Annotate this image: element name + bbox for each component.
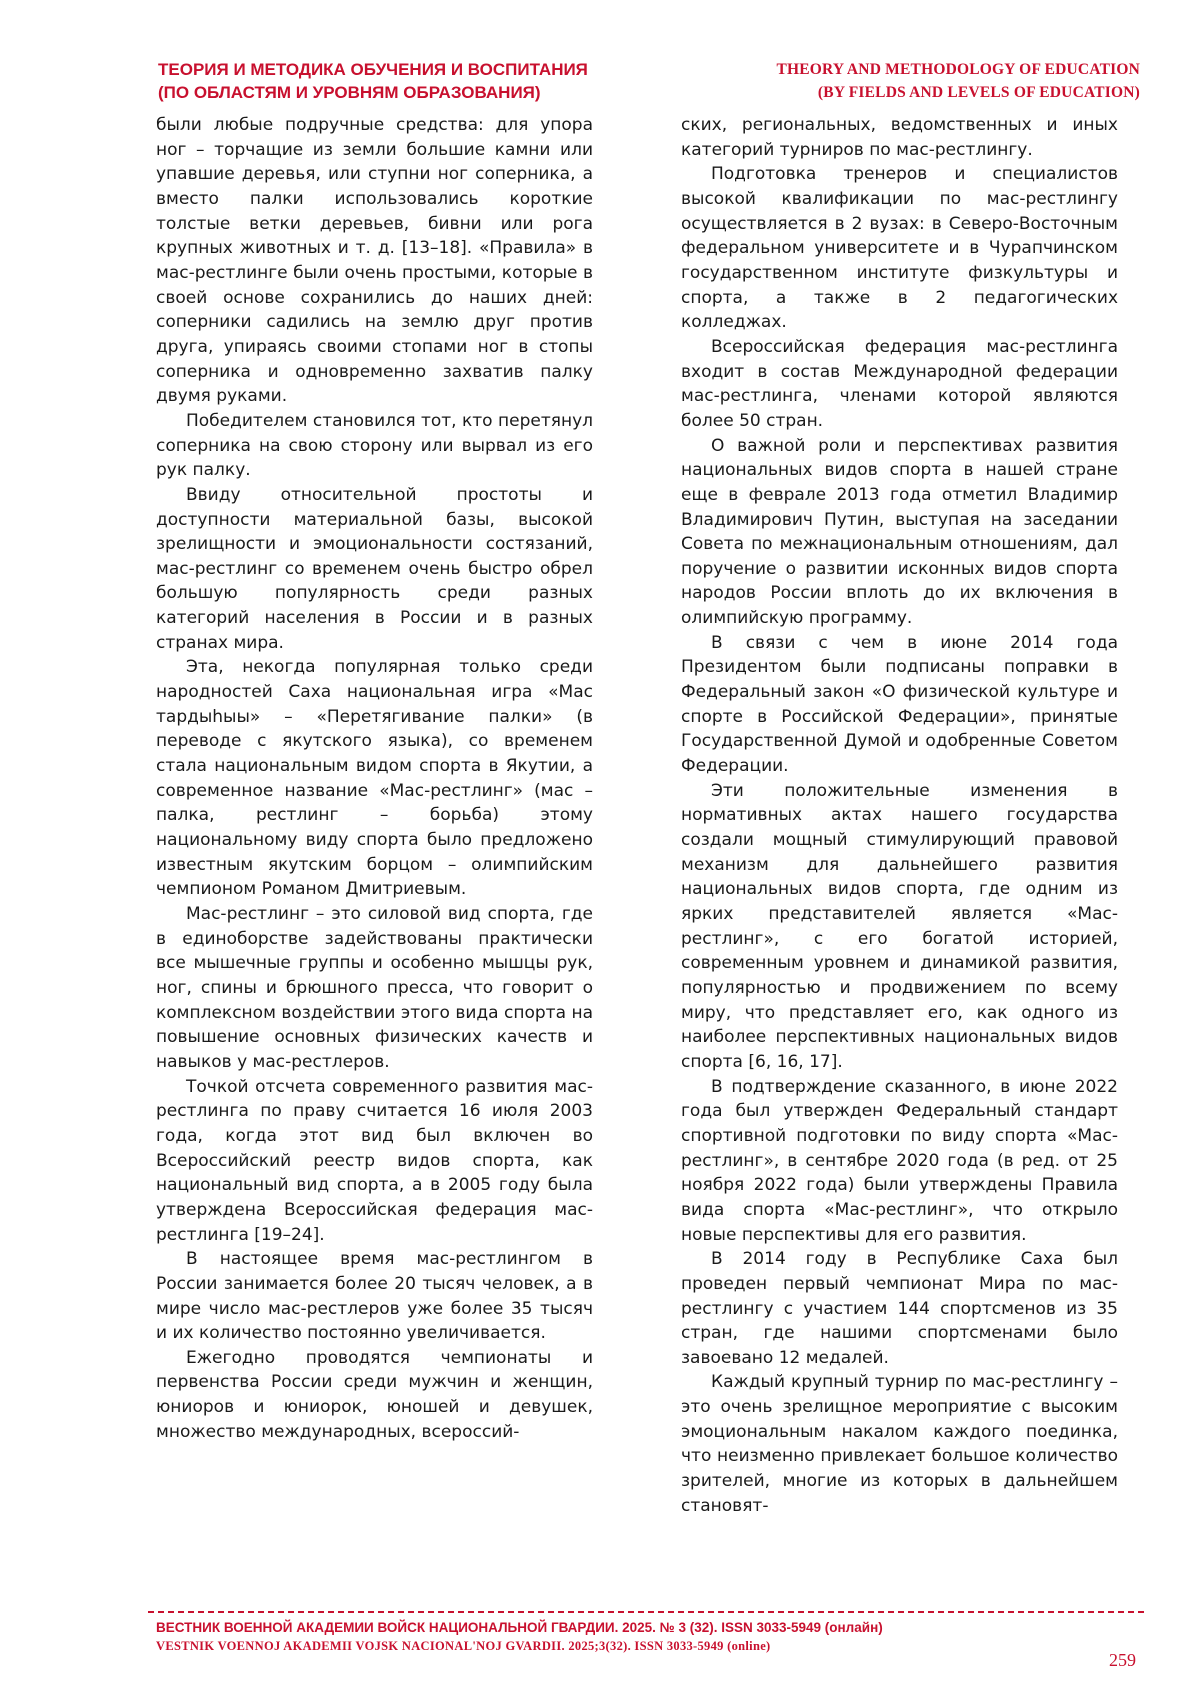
- page-number: 259: [1109, 1650, 1136, 1670]
- left-column: [156, 113, 593, 1444]
- paragraph: О важной роли и перспективах развития национальных видов спорта в нашей стране еще в феврале 2013 года отметил Владимир Владимирович Путин, выступая на заседании Совета по межнациональным отношениям, дал поручение о развитии исконных видов спорта народов России вплоть до их включения в олимпийскую программу.: [681, 435, 1118, 629]
- header-ru-line2: (ПО ОБЛАСТЯМ И УРОВНЯМ ОБРАЗОВАНИЯ): [158, 83, 541, 102]
- paragraph: ских, региональных, ведомственных и иных категорий турниров по мас-рестлингу.: [681, 115, 1118, 160]
- paragraph: Эта, некогда популярная только среди народностей Саха национальная игра «Мас тардыhыы» – «Перетягивание палки» (в переводе с якутского языка), со временем стала национальным видом спорта в Якутии, а современное название «Мас-рестлинг» (мас – палка, рестлинг – борьба) этому национальному виду спорта было предложено известным якутским борцом – олимпийским чемпионом Романом Дмитриевым.: [156, 657, 593, 900]
- paragraph: Каждый крупный турнир по мас-рестлингу – это очень зрелищное мероприятие с высоким эмоциональным накалом каждого поединка, что неизменно привлекает большое количество зрителей, многие из которых в дальнейшем становят-: [681, 1372, 1118, 1516]
- footer-divider: [148, 1611, 1144, 1613]
- paragraph: В 2014 году в Республике Саха был проведен первый чемпионат Мира по мас-рестлингу с участием 144 спортсменов из 35 стран, где нашими спортсменами было завоевано 12 медалей.: [681, 1249, 1118, 1368]
- journal-footer: [156, 1619, 1116, 1655]
- paragraph: Ежегодно проводятся чемпионаты и первенства России среди мужчин и женщин, юниоров и юниорок, юношей и девушек, множество международных, всероссий-: [156, 1347, 593, 1442]
- header-ru-line1: ТЕОРИЯ И МЕТОДИКА ОБУЧЕНИЯ И ВОСПИТАНИЯ: [158, 60, 588, 79]
- header-en-line1: THEORY AND METHODOLOGY OF EDUCATION: [776, 61, 1140, 78]
- footer-citation-russian: ВЕСТНИК ВОЕННОЙ АКАДЕМИИ ВОЙСК НАЦИОНАЛЬНОЙ ГВАРДИИ. 2025. № 3 (32). ISSN 3033-5949 (онлайн): [156, 1620, 883, 1635]
- right-column: [681, 113, 1118, 1518]
- paragraph: Победителем становился тот, кто перетянул соперника на свою сторону или вырвал из его рук палку.: [156, 410, 593, 481]
- footer-citation-english: VESTNIK VOENNOJ AKADEMII VOJSK NACIONAL'NOJ GVARDII. 2025;3(32). ISSN 3033-5949 (online): [156, 1639, 771, 1653]
- paragraph: Точкой отсчета современного развития мас-рестлинга по праву считается 16 июля 2003 года, когда этот вид был включен во Всероссийский реестр видов спорта, как национальный вид спорта, а в 2005 году была утверждена Всероссийская федерация мас-рестлинга [19–24].: [156, 1076, 593, 1245]
- paragraph: были любые подручные средства: для упора ног – торчащие из земли большие камни или упавшие деревья, или ступни ног соперника, а вместо палки использовались короткие толстые ветки деревьев, бивни или рога крупных животных и т. д. [13–18]. «Правила» в мас-рестлинге были очень простыми, которые в своей основе сохранились до наших дней: соперники садились на землю друг против друга, упираясь своими стопами ног в стопы соперника и одновременно захватив палку двумя руками.: [156, 115, 593, 407]
- paragraph: В настоящее время мас-рестлингом в России занимается более 20 тысяч человек, а в мире число мас-рестлеров уже более 35 тысяч и их количество постоянно увеличивается.: [156, 1249, 593, 1344]
- paragraph: Ввиду относительной простоты и доступности материальной базы, высокой зрелищности и эмоциональности состязаний, мас-рестлинг со временем очень быстро обрел большую популярность среди разных категорий населения в России и в разных странах мира.: [156, 484, 593, 653]
- running-header-russian: [158, 58, 618, 104]
- paragraph: В связи с чем в июне 2014 года Президентом были подписаны поправки в Федеральный закон «О физической культуре и спорте в Российской Федерации», принятые Государственной Думой и одобренные Советом Федерации.: [681, 632, 1118, 777]
- paragraph: Всероссийская федерация мас-рестлинга входит в состав Международной федерации мас-рестлинга, членами которой являются более 50 стран.: [681, 336, 1118, 431]
- paragraph: Эти положительные изменения в нормативных актах нашего государства создали мощный стимулирующий правовой механизм для дальнейшего развития национальных видов спорта, где одним из ярких представителей является «Мас-рестлинг», с его богатой историей, современным уровнем и динамикой развития, популярностью и продвижением по всему миру, что представляет его, как одного из наиболее перспективных национальных видов спорта [6, 16, 17].: [681, 780, 1118, 1072]
- paragraph: В подтверждение сказанного, в июне 2022 года был утвержден Федеральный стандарт спортивной подготовки по виду спорта «Мас-рестлинг», в сентябре 2020 года (в ред. от 25 ноября 2022 года) были утверждены Правила вида спорта «Мас-рестлинг», что открыло новые перспективы для его развития.: [681, 1076, 1118, 1245]
- paragraph: Подготовка тренеров и специалистов высокой квалификации по мас-рестлингу осуществляется в 2 вузах: в Северо-Восточным федеральном университете и в Чурапчинском государственном институте физкультуры и спорта, а также в 2 педагогических колледжах.: [681, 164, 1118, 333]
- header-en-line2: (BY FIELDS AND LEVELS OF EDUCATION): [817, 84, 1140, 101]
- running-header-english: [680, 58, 1140, 104]
- paragraph: Мас-рестлинг – это силовой вид спорта, где в единоборстве задействованы практически все мышечные группы и особенно мышцы рук, ног, спины и брюшного пресса, что говорит о комплексном воздействии этого вида спорта на повышение основных физических качеств и навыков у мас-рестлеров.: [156, 904, 593, 1072]
